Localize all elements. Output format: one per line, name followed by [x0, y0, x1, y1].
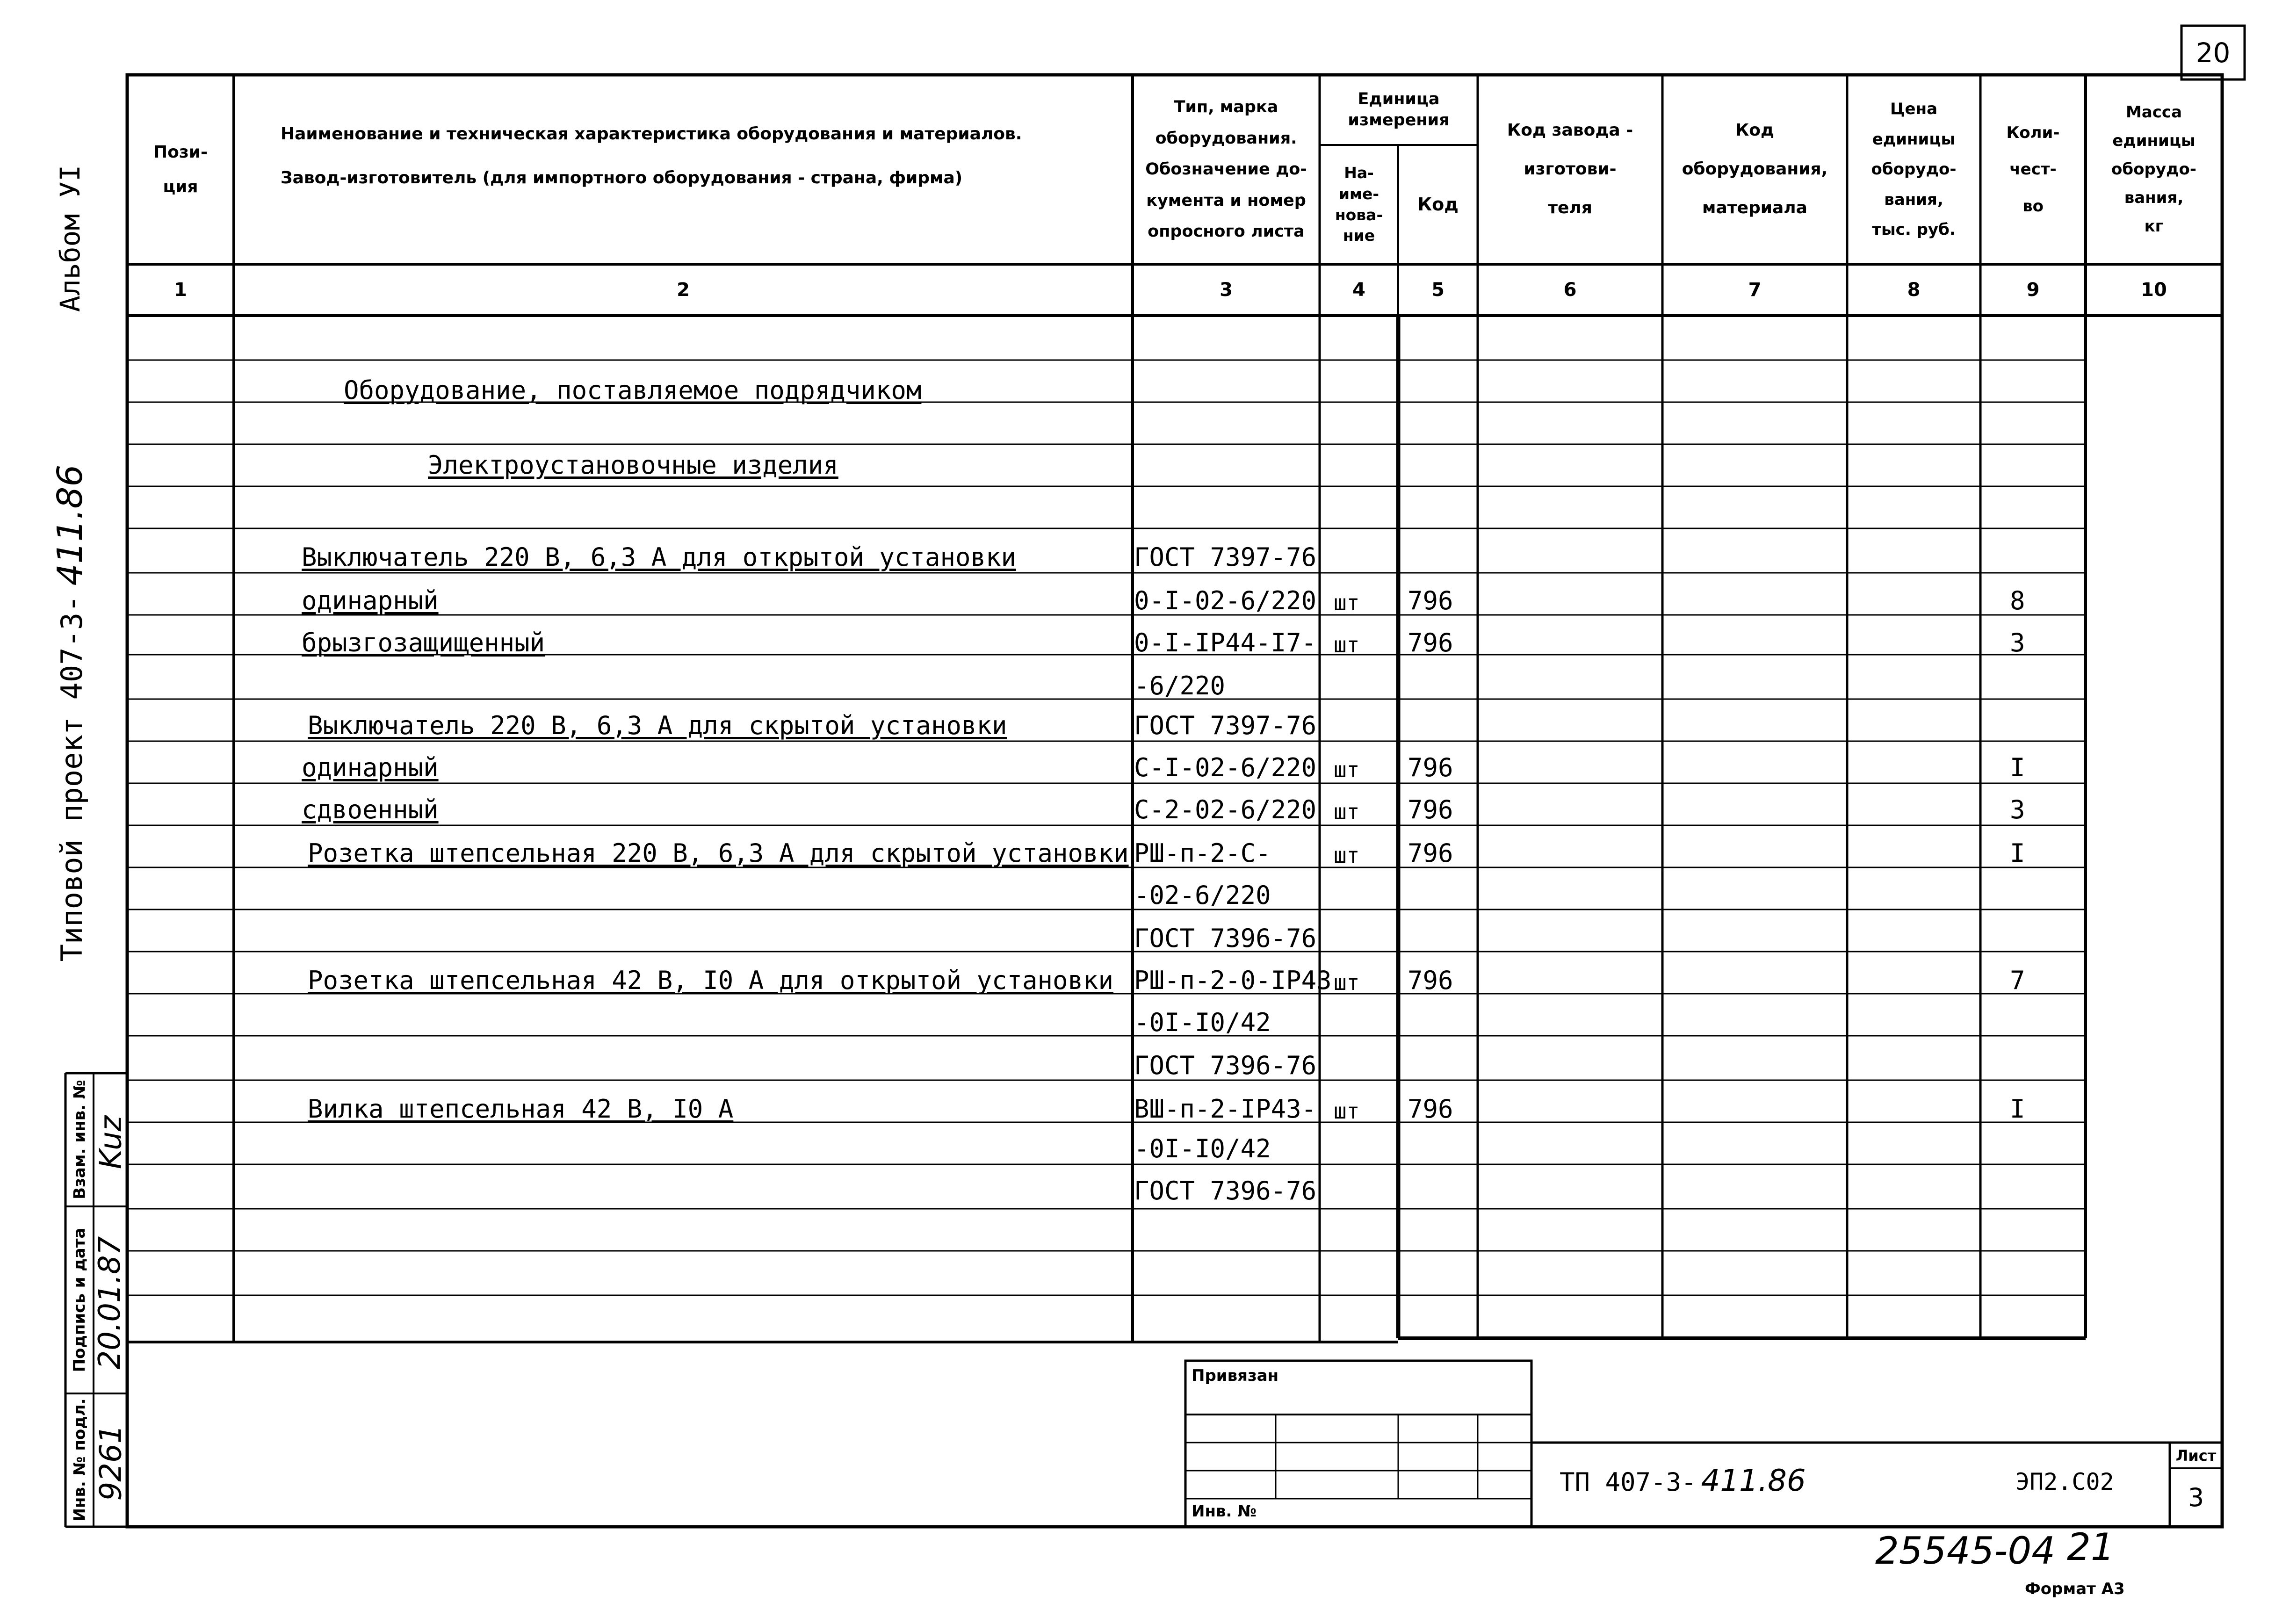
stamp-label-replace: Взам. инв. №: [70, 1080, 89, 1199]
document-code: [1560, 1464, 1806, 1498]
row-type: 0-I-02-6/220: [1134, 586, 1317, 615]
row-unit: шт: [1334, 843, 1360, 868]
header-factory-code: Код завода - изготови- теля: [1507, 121, 1633, 217]
format-label: Формат А3: [2025, 1580, 2125, 1598]
row-unit: шт: [1334, 590, 1360, 615]
row-name: одинарный: [302, 586, 439, 615]
row-type: РШ-п-2-0-IP43: [1134, 966, 1332, 995]
project-number: 411.86: [50, 464, 90, 586]
stamp-label-sign: Подпись и дата: [70, 1227, 89, 1372]
row-name: одинарный: [302, 753, 439, 782]
inv-label: Инв. №: [1192, 1502, 1257, 1521]
row-name: Выключатель 220 В, 6,3 А для открытой установки: [302, 542, 1017, 572]
row-unit-code: 796: [1408, 628, 1453, 657]
document-code-prefix: ТП 407-3-: [1560, 1467, 1697, 1497]
row-quantity: I: [2010, 753, 2025, 782]
row-quantity: I: [2010, 1094, 2025, 1124]
row-type: -0I-I0/42: [1134, 1134, 1271, 1163]
row-unit: шт: [1334, 970, 1360, 995]
row-type: ГОСТ 7396-76: [1134, 1051, 1317, 1080]
row-type: -0I-I0/42: [1134, 1008, 1271, 1037]
row-type: -02-6/220: [1134, 881, 1271, 910]
row-type: ГОСТ 7397-76: [1134, 542, 1317, 572]
row-unit-code: 796: [1408, 753, 1453, 782]
row-quantity: 7: [2010, 966, 2025, 995]
column-number: 5: [1431, 279, 1444, 301]
row-unit: шт: [1334, 757, 1360, 782]
row-type: С-2-02-6/220: [1134, 795, 1317, 824]
header-unit-name: На- име- нова- ние: [1335, 164, 1383, 245]
row-unit-code: 796: [1408, 838, 1453, 868]
row-unit-code: 796: [1408, 586, 1453, 615]
sheet-code: ЭП2.С02: [2015, 1468, 2114, 1495]
album-label: Альбом УI: [54, 165, 86, 312]
row-unit: шт: [1334, 799, 1360, 824]
row-type: 0-I-IP44-I7-: [1134, 628, 1317, 657]
project-label-block: [49, 316, 91, 1111]
row-quantity: 8: [2010, 586, 2025, 615]
column-number: 4: [1352, 279, 1365, 301]
header-position: Пози- ция: [153, 142, 208, 196]
row-name: Вилка штепсельная 42 В, I0 А: [308, 1094, 734, 1124]
header-equipment-code: Код оборудования, материала: [1682, 121, 1828, 217]
stamp-sign-value: 20.01.87: [93, 1236, 127, 1370]
row-unit-code: 796: [1408, 1094, 1453, 1124]
column-number: 1: [174, 279, 187, 301]
row-quantity: I: [2010, 838, 2025, 868]
row-type: ВШ-п-2-IP43-: [1134, 1094, 1317, 1124]
bound-label: Привязан: [1192, 1366, 1279, 1385]
row-type: -6/220: [1134, 671, 1226, 700]
header-type: Тип, марка оборудования. Обозначение до- кумента и номер опросного листа: [1145, 98, 1307, 241]
row-unit-code: 796: [1408, 795, 1453, 824]
row-type: ГОСТ 7396-76: [1134, 1176, 1317, 1205]
header-price: Цена единицы оборудо- вания, тыс. руб.: [1871, 100, 1957, 239]
row-quantity: 3: [2010, 795, 2025, 824]
column-number: 6: [1563, 279, 1577, 301]
header-quantity: Коли- чест- во: [2006, 123, 2060, 216]
archive-number: 25545-04: [1875, 1529, 2056, 1573]
stamp-replace-value: Kuz: [94, 1115, 129, 1169]
header-unit-group: Единица измерения: [1348, 89, 1450, 130]
row-name: Розетка штепсельная 220 В, 6,3 А для скрытой установки: [308, 838, 1129, 868]
column-number: 2: [677, 279, 690, 301]
header-unit-code: Код: [1417, 194, 1459, 215]
page-number: 21: [2067, 1525, 2115, 1569]
row-unit-code: 796: [1408, 966, 1453, 995]
subsection-title: Электроустановочные изделия: [428, 450, 838, 480]
row-type: ГОСТ 7396-76: [1134, 924, 1317, 953]
column-number: 10: [2141, 279, 2167, 301]
row-quantity: 3: [2010, 628, 2025, 657]
column-number: 7: [1748, 279, 1762, 301]
row-type: ГОСТ 7397-76: [1134, 711, 1317, 740]
project-label: Типовой проект 407-3-: [55, 595, 89, 962]
column-number: 8: [1907, 279, 1921, 301]
row-name: брызгозащищенный: [302, 628, 545, 657]
row-name: сдвоенный: [302, 795, 439, 824]
column-number: 9: [2026, 279, 2040, 301]
column-number: 3: [1220, 279, 1233, 301]
row-type: С-I-02-6/220: [1134, 753, 1317, 782]
row-unit: шт: [1334, 632, 1360, 657]
sheet-number: 3: [2188, 1483, 2204, 1512]
stamp-label-inv: Инв. № подл.: [70, 1398, 89, 1522]
sheet-badge: 20: [2196, 36, 2231, 69]
stamp-inv-value: 9261: [94, 1424, 129, 1501]
row-type: РШ-п-2-С-: [1134, 838, 1271, 868]
row-name: Выключатель 220 В, 6,3 А для скрытой установки: [308, 711, 1007, 740]
document-code-hand: 411.86: [1701, 1464, 1806, 1498]
header-name: Наименование и техническая характеристика оборудования и материалов. Завод-изготовитель (для импортного оборудования - страна, фирма): [281, 124, 1022, 188]
row-unit: шт: [1334, 1098, 1360, 1124]
header-mass: Масса единицы оборудо- вания, кг: [2111, 102, 2196, 236]
row-name: Розетка штепсельная 42 В, I0 А для открытой установки: [308, 966, 1114, 995]
sheet-label: Лист: [2175, 1446, 2217, 1465]
section-title: Оборудование, поставляемое подрядчиком: [344, 375, 922, 405]
